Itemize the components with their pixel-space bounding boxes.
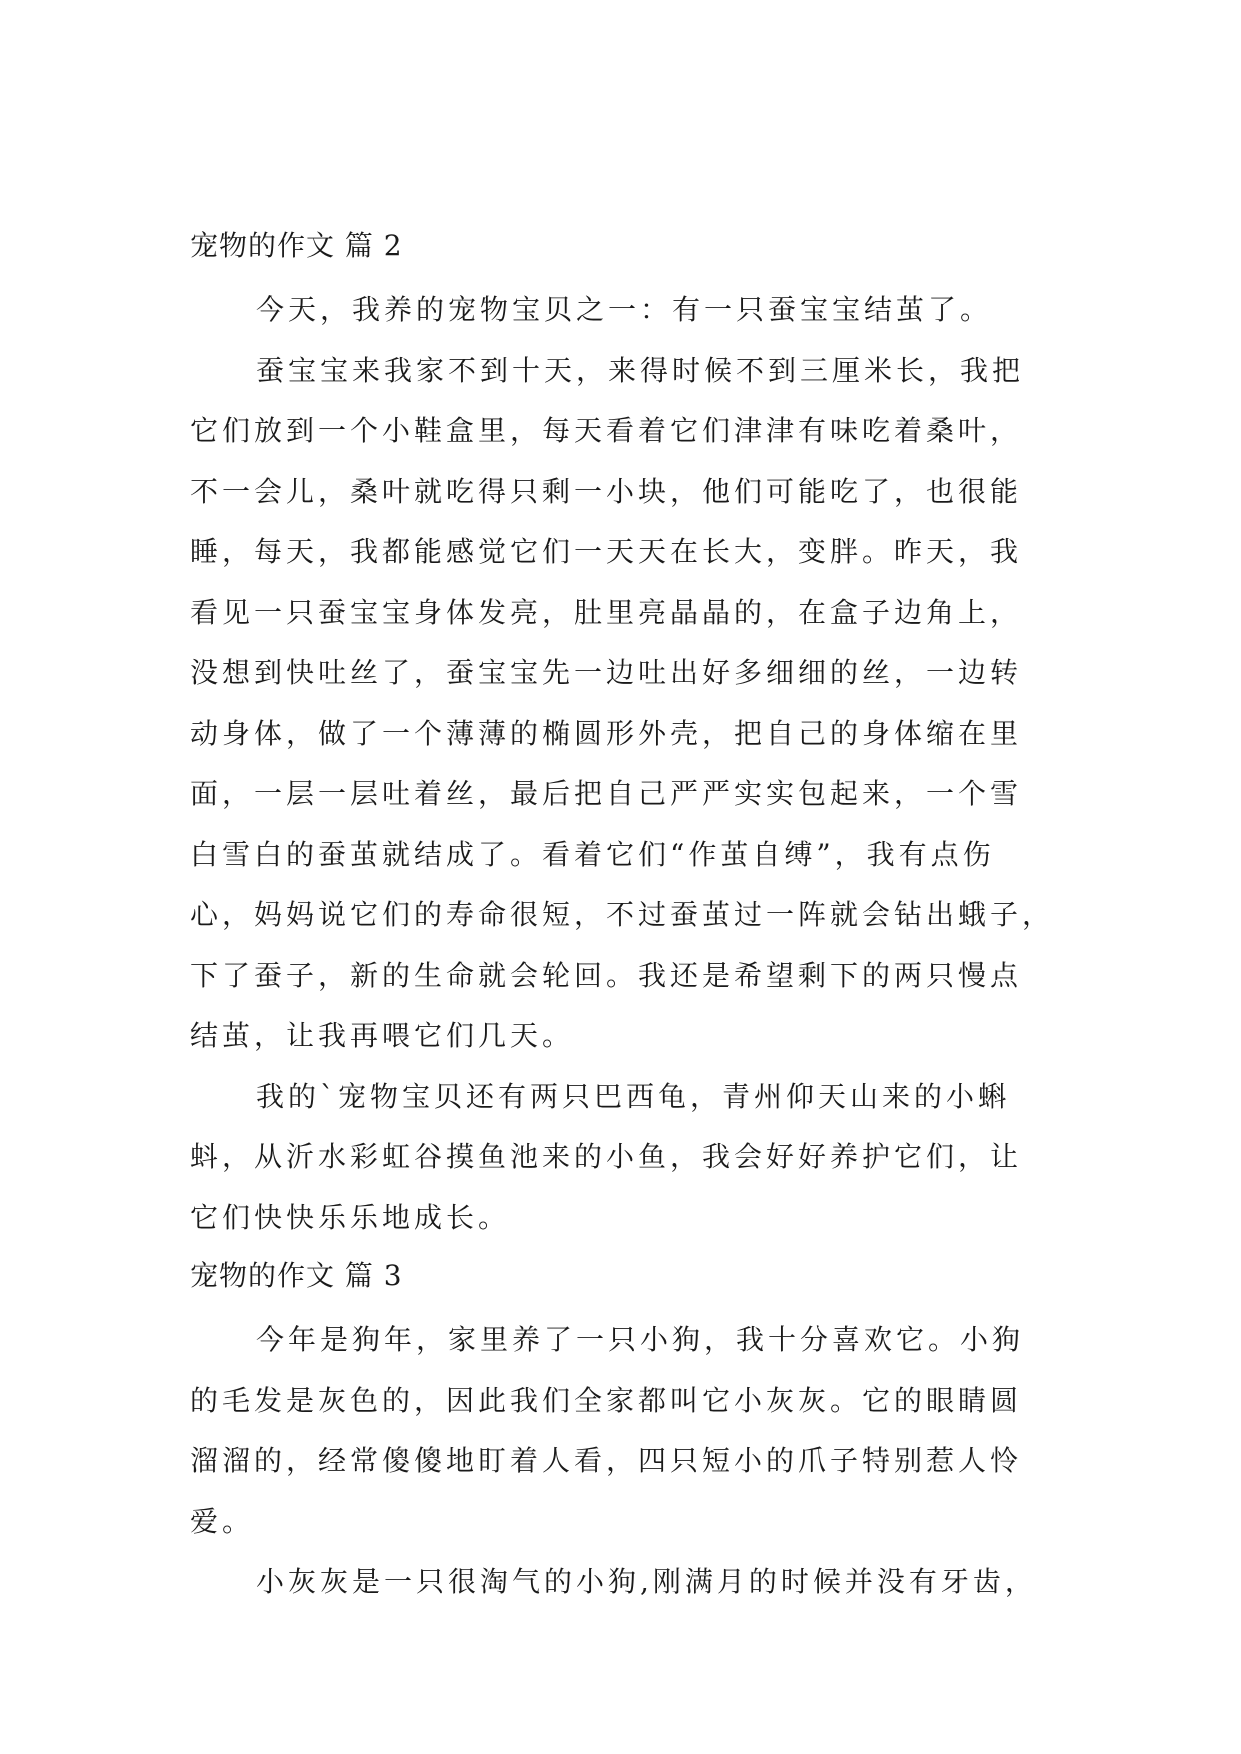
text-line: 蚪，从沂水彩虹谷摸鱼池来的小鱼，我会好好养护它们，让 [190, 1140, 1023, 1173]
text-line: 睡，每天，我都能感觉它们一天天在长大，变胖。昨天，我 [190, 535, 1023, 568]
paragraph [190, 341, 1060, 1067]
paragraph [190, 1067, 1060, 1249]
text-line: 爱。 [190, 1504, 255, 1538]
text-line: 下了蚕子，新的生命就会轮回。我还是希望剩下的两只慢点 [190, 958, 1023, 992]
section-heading: 宠物的作文 篇 2 [190, 229, 403, 262]
text-line: 面，一层一层吐着丝，最后把自己严严实实包起来，一个雪 [190, 777, 1023, 810]
text-line: 蚕宝宝来我家不到十天，来得时候不到三厘米长，我把 [256, 353, 1025, 387]
paragraph [190, 1552, 1060, 1613]
text-line: 的毛发是灰色的，因此我们全家都叫它小灰灰。它的眼睛圆 [190, 1383, 1023, 1417]
text-line: 没想到快吐丝了，蚕宝宝先一边吐出好多细细的丝，一边转 [190, 656, 1023, 689]
document-body [190, 218, 1060, 1613]
text-line: 它们快快乐乐地成长。 [190, 1200, 511, 1234]
text-line: 心，妈妈说它们的寿命很短，不过蚕茧过一阵就会钻出蛾子， [190, 898, 1055, 931]
text-line: 溜溜的，经常傻傻地盯着人看，四只短小的爪子特别惹人怜 [190, 1444, 1023, 1477]
paragraph [190, 1310, 1060, 1552]
text-line: 白雪白的蚕茧就结成了。看着它们“作茧自缚”，我有点伤 [190, 837, 995, 871]
text-line: 不一会儿，桑叶就吃得只剩一小块，他们可能吃了，也很能 [190, 474, 1023, 508]
text-line: 我的`宠物宝贝还有两只巴西龟，青州仰天山来的小蝌 [256, 1079, 1011, 1113]
paragraph [190, 280, 1060, 341]
text-line: 结茧，让我再喂它们几天。 [190, 1019, 575, 1052]
text-line: 今年是狗年，家里养了一只小狗，我十分喜欢它。小狗 [256, 1323, 1025, 1356]
text-line: 看见一只蚕宝宝身体发亮，肚里亮晶晶的，在盒子边角上， [190, 595, 1023, 629]
text-line: 今天，我养的宠物宝贝之一：有一只蚕宝宝结茧了。 [256, 293, 993, 326]
text-line: 它们放到一个小鞋盒里，每天看着它们津津有味吃着桑叶， [190, 414, 1023, 447]
text-line: 小灰灰是一只很淘气的小狗,刚满月的时候并没有牙齿， [256, 1565, 1037, 1598]
section-heading: 宠物的作文 篇 3 [190, 1259, 403, 1292]
text-line: 动身体，做了一个薄薄的椭圆形外壳，把自己的身体缩在里 [190, 716, 1023, 750]
